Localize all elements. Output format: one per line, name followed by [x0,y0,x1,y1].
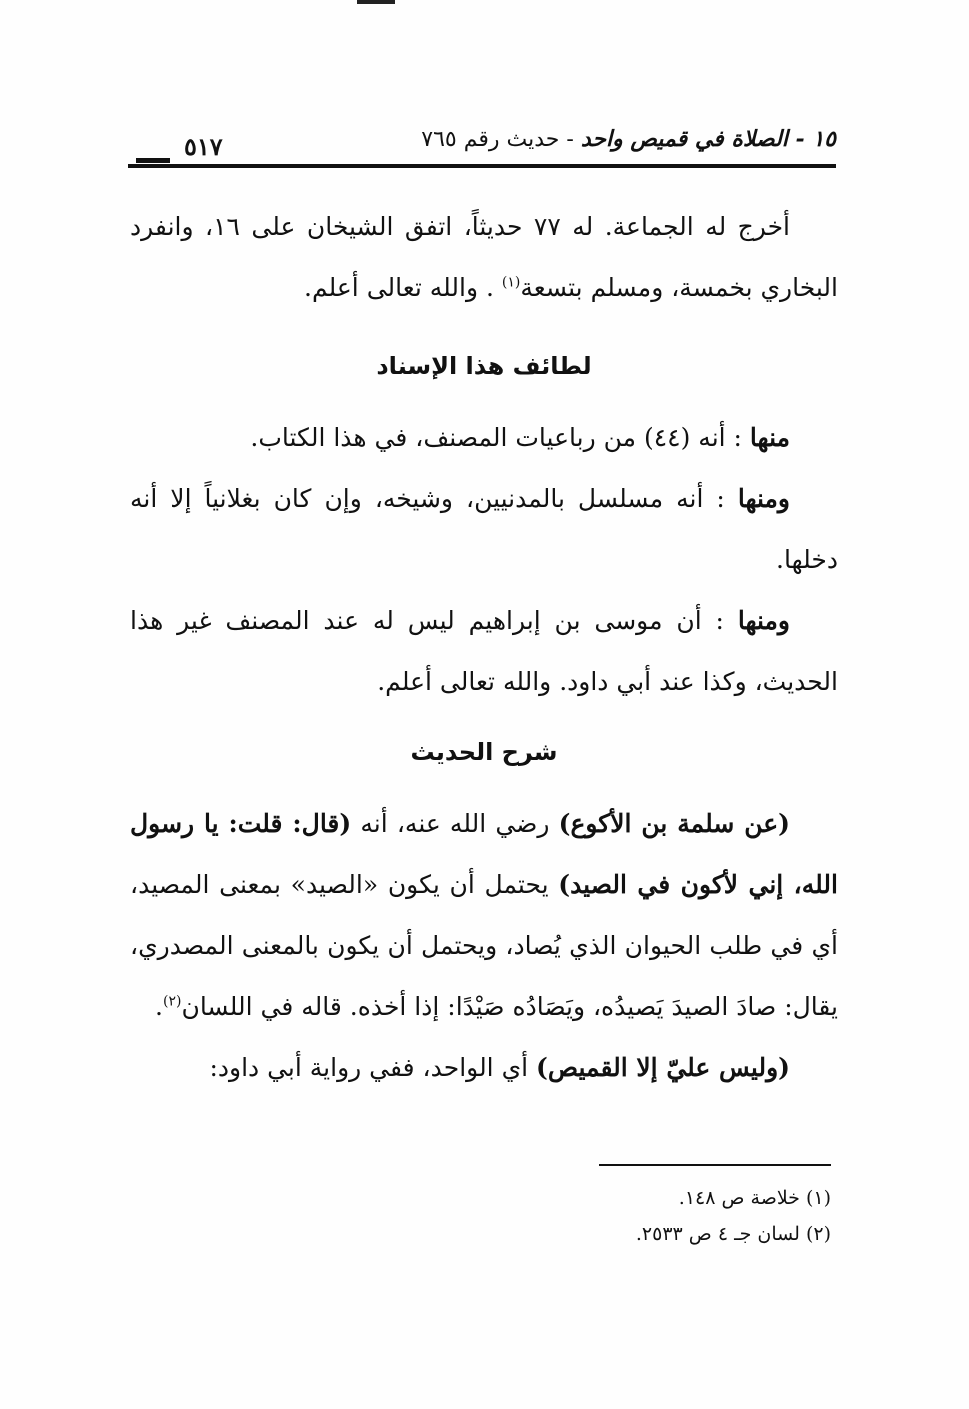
commentary-text: رضي الله عنه، أنه [351,809,559,838]
hadith-reference: - حديث رقم ٧٦٥ [421,127,574,152]
page-header [128,126,836,170]
sharh-paragraph-1 [130,793,838,1037]
page-number: ٥١٧ [176,132,231,161]
commentary-end: . [155,992,163,1021]
quoted-text: (عن سلمة بن الأكوع) [558,809,790,838]
section-heading-sharh: شرح الحديث [410,738,558,766]
header-rule [128,164,836,168]
paragraph-text-end: . والله تعالى أعلم. [304,273,502,302]
item-lead: منها [749,423,790,452]
item-lead: ومنها [737,606,790,635]
item-text: : أنه (٤٤) من رباعيات المصنف، في هذا الكتاب. [250,423,750,452]
item-minha-1 [130,407,838,468]
footnote-ref-2: (٢) [162,993,182,1010]
quoted-text: (قال: قلت: يا رسول الله، إني لأكون في الصيد) [130,809,838,899]
running-title [421,126,836,152]
quoted-text: (وليس عليّ إلا القميص) [536,1053,790,1082]
item-text: : أن موسى بن إبراهيم ليس له عند المصنف غير هذا الحديث، وكذا عند أبي داود. والله تعالى أعلم. [130,606,838,696]
footnote-2: (٢) لسان جـ ٤ ص ٢٥٣٣. [635,1223,831,1245]
footnote-ref-1: (١) [501,274,521,291]
item-minha-3 [130,590,838,712]
commentary-text: أي الواحد، ففي رواية أبي داود: [209,1053,537,1082]
footnote-separator [599,1164,831,1166]
paragraph-text: أخرج له الجماعة. له ٧٧ حديثاً، اتفق الشيخان على ١٦، وانفرد البخاري بخمسة، ومسلم بتسعة [130,212,838,302]
item-text: : أنه مسلسل بالمدنيين، وشيخه، وإن كان بغلانياً إلا أنه دخلها. [130,484,838,574]
paragraph-narrator-info [130,196,838,318]
item-minha-2 [130,468,838,590]
page-number-dash [136,158,170,163]
footnote-1: (١) خلاصة ص ١٤٨. [678,1187,831,1209]
footnotes [636,1180,831,1252]
section-heading-lataif: لطائف هذا الإسناد [376,352,592,380]
chapter-title: ١٥ - الصلاة في قميص واحد [580,126,836,152]
item-lead: ومنها [737,484,790,513]
commentary-text: يحتمل أن يكون «الصيد» بمعنى المصيد، أي في طلب الحيوان الذي يُصاد، ويحتمل أن يكون بالمعنى المصدري، يقال: صادَ الصيدَ يَصيدُه، ويَصَادُه صَيْدًا: إذا أخذه. قاله في اللسان [130,870,838,1021]
top-crop-mark [357,0,395,4]
sharh-paragraph-2 [130,1037,838,1098]
main-text [130,196,838,1098]
